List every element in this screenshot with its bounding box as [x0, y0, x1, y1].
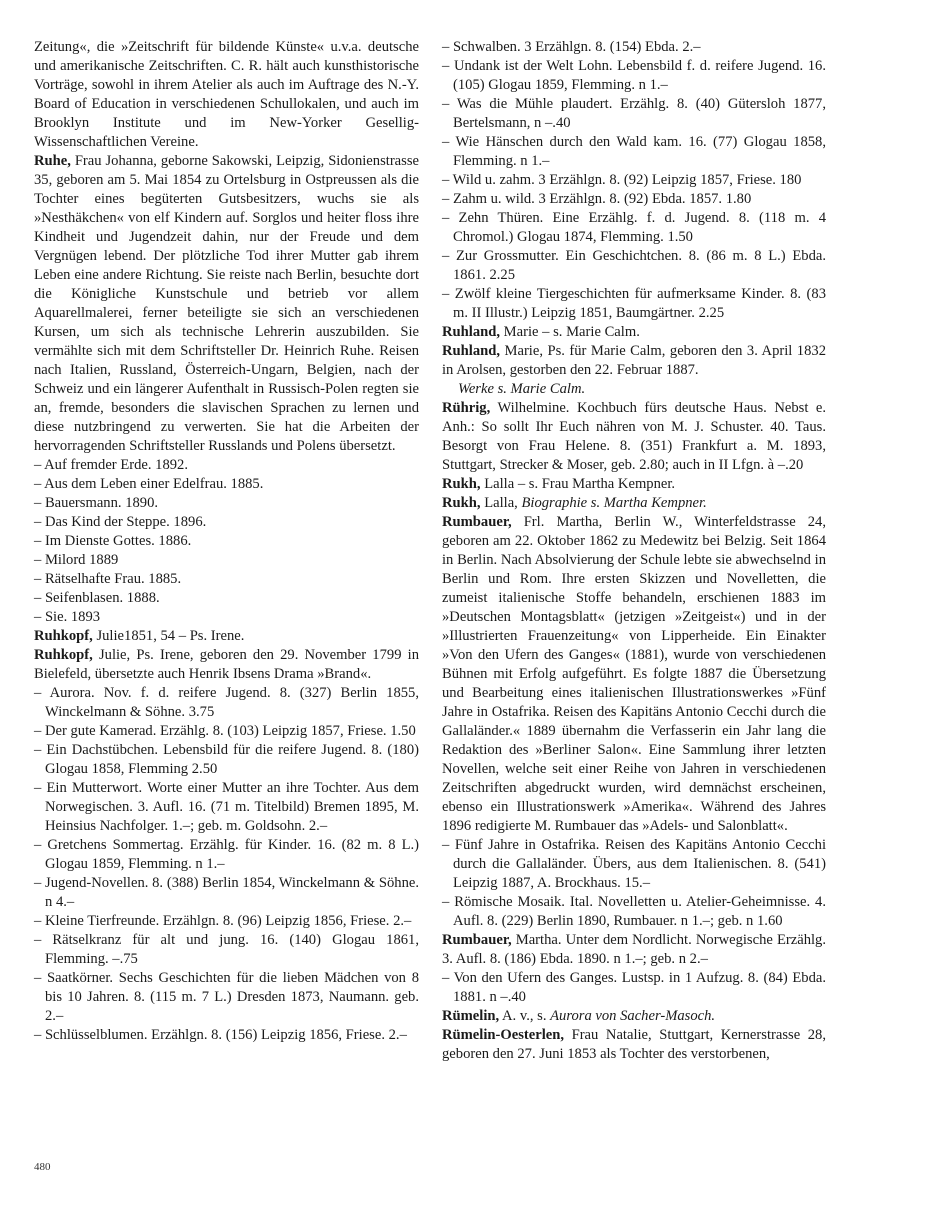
work-list-item: [442, 969, 826, 1007]
entry-paragraph: [442, 399, 826, 475]
entry-paragraph: [442, 931, 826, 969]
entry-text: – Zehn Thüren. Eine Erzählg. f. d. Jugend. 8. (118 m. 4 Chromol.) Glogau 1874, Flemming. 1.50: [442, 210, 826, 245]
entry-text: – Ein Dachstübchen. Lebensbild für die reifere Jugend. 8. (180) Glogau 1858, Flemming 2.50: [34, 742, 419, 777]
entry-text: – Rätselkranz für alt und jung. 16. (140) Glogau 1861, Flemming. –.75: [34, 932, 419, 967]
entry-paragraph: [442, 1026, 826, 1064]
entry-paragraph: [442, 323, 826, 342]
work-list-item: [34, 513, 419, 532]
entry-head: Rührig,: [442, 400, 491, 416]
entry-head: Ruhkopf,: [34, 628, 93, 644]
entry-head: Rümelin,: [442, 1008, 500, 1024]
entry-paragraph: [442, 513, 826, 836]
work-list-item: [34, 608, 419, 627]
entry-text: – Aus dem Leben einer Edelfrau. 1885.: [34, 476, 264, 492]
work-list-item: [34, 570, 419, 589]
work-list-item: [442, 836, 826, 893]
entry-text: – Der gute Kamerad. Erzählg. 8. (103) Leipzig 1857, Friese. 1.50: [34, 723, 416, 739]
entry-text: – Bauersmann. 1890.: [34, 495, 159, 511]
work-list-item: [34, 779, 419, 836]
entry-head: Rumbauer,: [442, 932, 512, 948]
work-list-item: [34, 1026, 419, 1045]
entry-text: – Wild u. zahm. 3 Erzählgn. 8. (92) Leipzig 1857, Friese. 180: [442, 172, 802, 188]
work-list-item: [34, 741, 419, 779]
entry-paragraph: [442, 1007, 826, 1026]
entry-text: – Zwölf kleine Tiergeschichten für aufmerksame Kinder. 8. (83 m. II Illustr.) Leipzig 1851, Baumgärtner. 2.25: [442, 286, 826, 321]
entry-head: Rukh,: [442, 476, 481, 492]
work-list-item: [34, 722, 419, 741]
work-list-item: [442, 57, 826, 95]
entry-head: Ruhland,: [442, 343, 501, 359]
work-list-item: [34, 475, 419, 494]
entry-text: Marie – s. Marie Calm.: [500, 324, 640, 340]
work-list-item: [34, 551, 419, 570]
work-list-item: [442, 95, 826, 133]
entry-text: – Von den Ufern des Ganges. Lustsp. in 1 Aufzug. 8. (84) Ebda. 1881. n –.40: [442, 970, 826, 1005]
entry-text: Lalla – s. Frau Martha Kempner.: [480, 476, 676, 492]
work-list-item: [34, 684, 419, 722]
entry-text: – Seifenblasen. 1888.: [34, 590, 160, 606]
entry-text: – Im Dienste Gottes. 1886.: [34, 533, 192, 549]
entry-text: – Kleine Tierfreunde. Erzählgn. 8. (96) Leipzig 1856, Friese. 2.–: [34, 913, 412, 929]
entry-text: – Milord 1889: [34, 552, 119, 568]
work-list-item: [442, 893, 826, 931]
work-list-item: [34, 931, 419, 969]
entry-head: Rukh,: [442, 495, 481, 511]
entry-text: Julie, Ps. Irene, geboren den 29. November 1799 in Bielefeld, übersetzte auch Henrik Ibsens Drama »Brand«.: [34, 647, 419, 682]
work-list-item: [34, 969, 419, 1026]
entry-text: – Gretchens Sommertag. Erzählg. für Kinder. 16. (82 m. 8 L.) Glogau 1859, Flemming. n 1.–: [34, 837, 419, 872]
entry-text: Frau Johanna, geborne Sakowski, Leipzig, Sidonienstrasse 35, geboren am 5. Mai 1854 zu Ortelsburg in Ostpreussen als die Tochter eines begüterten Gutsbesitzers, wuchs sie als »Nesthäkchen« von elf Kindern auf. Sorglos und heiter floss ihre Kindheit und Jugendzeit dahin, nur der Freude und dem Vergnügen lebend. Der plötzliche Tod ihrer Mutter gab ihrem Leben eine andere Richtung. Sie reiste nach Berlin, besuchte dort die Königliche Kunstschule und betrieb vor allem Aquarellmalerei, ferner beteiligte sie sich an verschiedenen Kursen, um sich als technische Lehrerin auszubilden. Sie vermählte sich mit dem Schriftsteller Dr. Heinrich Ruhe. Reisen nach Italien, Russland, Österreich-Ungarn, Belgien, nach der Schweiz und ein längerer Aufenthalt in Russisch-Polen regten sie an, fremde, besonders die slavischen Sprachen zu lernen und diese nutzbringend zu verwerten. Sie hat die Arbeiten der hervorragenden Schriftsteller Russlands und Polens übersetzt.: [34, 153, 419, 454]
entry-italic: Aurora von Sacher-Masoch.: [550, 1008, 716, 1024]
work-list-item: [34, 912, 419, 931]
work-list-item: [34, 456, 419, 475]
entry-head: Rümelin-Oesterlen,: [442, 1027, 564, 1043]
entry-paragraph: [442, 494, 826, 513]
entry-paragraph: [442, 475, 826, 494]
entry-paragraph: [442, 342, 826, 380]
page-number: 480: [34, 1161, 51, 1173]
entry-head: Ruhe,: [34, 153, 71, 169]
entry-text: Marie, Ps. für Marie Calm, geboren den 3. April 1832 in Arolsen, gestorben den 22. Februar 1887.: [442, 343, 826, 378]
entry-text: – Zur Grossmutter. Ein Geschichtchen. 8. (86 m. 8 L.) Ebda. 1861. 2.25: [442, 248, 826, 283]
entry-italic: Biographie s. Martha Kempner.: [521, 495, 707, 511]
entry-text: – Zahm u. wild. 3 Erzählgn. 8. (92) Ebda. 1857. 1.80: [442, 191, 752, 207]
work-list-item: [34, 874, 419, 912]
work-list-item: [442, 38, 826, 57]
entry-text: – Saatkörner. Sechs Geschichten für die lieben Mädchen von 8 bis 10 Jahren. 8. (115 m. 7 L.) Dresden 1873, Naumann. geb. 2.–: [34, 970, 419, 1024]
entry-text: – Rätselhafte Frau. 1885.: [34, 571, 182, 587]
entry-text: Zeitung«, die »Zeitschrift für bildende Künste« u.v.a. deutsche und amerikanische Zeitschriften. C. R. hält auch kunsthistorische Vorträge, sowohl in ihrem Atelier als auch im Auftrage des N.-Y. Board of Education in verschiedenen Schullokalen, und auch im Brooklyn Institute und im New-Yorker Gesellig-Wissenschaftlichen Vereine.: [34, 39, 419, 150]
entry-text: Frl. Martha, Berlin W., Winterfeldstrasse 24, geboren am 22. Oktober 1862 zu Medewitz bei Belzig. Seit 1864 in Berlin. Nach Absolvierung der Schule lebte sie abwechselnd in Berlin und Rom. Ihre ersten Skizzen und Novelletten, die zumeist italienische Stoffe behandeln, erschienen 1883 im »Deutschen Montagsblatt« (jetzigen »Zeitgeist«) und in der »Illustrierten Frauenzeitung« von Lipperheide. Ein Einakter »Von den Ufern des Ganges« (1881), wurde von verschiedenen Bühnen mit Erfolg aufgeführt. Es folgte 1887 die Übersetzung und Bearbeitung eines italienischen Illustrationswerkes »Fünf Jahre in Ostafrika. Reisen des Kapitäns Antonio Cecchi durch die Gallaländer.« 1889 übernahm die Verfasserin ein Jahr lang die Redaktion des »Berliner Salon«. Eine Sammlung ihrer letzten Novellen, welche seit einer Reihe von Jahren in verschiedenen Zeitschriften abgedruckt wurden, wird demnächst erscheinen, ebenso ein Illustrationswerk »Amerika«. Während des Jahres 1896 redigierte M. Rumbauer das »Adels- und Salonblatt«.: [442, 514, 826, 834]
entry-text: Frau Natalie, Stuttgart, Kernerstrasse 28, geboren den 27. Juni 1853 als Tochter des verstorbenen,: [442, 1027, 826, 1062]
entry-paragraph: [34, 627, 419, 646]
entry-text: – Wie Hänschen durch den Wald kam. 16. (77) Glogau 1858, Flemming. n 1.–: [442, 134, 826, 169]
entry-text: Wilhelmine. Kochbuch fürs deutsche Haus. Nebst e. Anh.: So sollt Ihr Euch nähren von M. J. Schuster. 40. Taus. Besorgt von Frau Helene. 8. (351) Frankfurt a. M. 1893, Stuttgart, Strecker & Moser, geb. 2.80; auch in II Lfgn. à –.20: [442, 400, 826, 473]
work-list-item: [442, 190, 826, 209]
work-list-item: [442, 171, 826, 190]
entry-head: Ruhkopf,: [34, 647, 93, 663]
entry-text: – Was die Mühle plaudert. Erzählg. 8. (40) Gütersloh 1877, Bertelsmann, n –.40: [442, 96, 826, 131]
entry-text: – Ein Mutterwort. Worte einer Mutter an ihre Tochter. Aus dem Norwegischen. 3. Aufl. 16. (71 m. Titelbild) Bremen 1895, M. Heinsius Nachfolger. 1.–; geb. m. Goldsohn. 2.–: [34, 780, 419, 834]
continued-paragraph: [34, 38, 419, 152]
right-column: [442, 38, 826, 1064]
left-column: [34, 38, 419, 1045]
entry-text: – Undank ist der Welt Lohn. Lebensbild f. d. reifere Jugend. 16. (105) Glogau 1859, Flemming. n 1.–: [442, 58, 826, 93]
entry-text: – Jugend-Novellen. 8. (388) Berlin 1854, Winckelmann & Söhne. n 4.–: [34, 875, 419, 910]
cross-reference: [442, 380, 826, 399]
entry-text: – Sie. 1893: [34, 609, 101, 625]
entry-paragraph: [34, 646, 419, 684]
entry-text: – Römische Mosaik. Ital. Novelletten u. Atelier-Geheimnisse. 4. Aufl. 8. (229) Berlin 1890, Rumbauer. n 1.–; geb. n 1.60: [442, 894, 826, 929]
work-list-item: [34, 589, 419, 608]
entry-text: Martha. Unter dem Nordlicht. Norwegische Erzählg. 3. Aufl. 8. (186) Ebda. 1890. n 1.–; geb. n 2.–: [442, 932, 826, 967]
entry-text: – Fünf Jahre in Ostafrika. Reisen des Kapitäns Antonio Cecchi durch die Gallaländer. Übers, aus dem Italienischen. 8. (541) Leipzig 1887, A. Brockhaus. 15.–: [442, 837, 826, 891]
work-list-item: [34, 836, 419, 874]
entry-text: – Aurora. Nov. f. d. reifere Jugend. 8. (327) Berlin 1855, Winckelmann & Söhne. 3.75: [34, 685, 419, 720]
work-list-item: [34, 494, 419, 513]
entry-text: A. v., s.: [499, 1008, 551, 1024]
work-list-item: [442, 133, 826, 171]
entry-text: – Auf fremder Erde. 1892.: [34, 457, 188, 473]
entry-text: – Schwalben. 3 Erzählgn. 8. (154) Ebda. 2.–: [442, 39, 701, 55]
entry-head: Rumbauer,: [442, 514, 512, 530]
entry-head: Ruhland,: [442, 324, 501, 340]
entry-paragraph: [34, 152, 419, 456]
work-list-item: [442, 247, 826, 285]
entry-text: – Das Kind der Steppe. 1896.: [34, 514, 207, 530]
entry-italic: Werke s. Marie Calm.: [458, 381, 586, 397]
work-list-item: [442, 209, 826, 247]
work-list-item: [442, 285, 826, 323]
entry-text: Lalla,: [480, 495, 522, 511]
entry-text: Julie1851, 54 – Ps. Irene.: [92, 628, 245, 644]
work-list-item: [34, 532, 419, 551]
entry-text: – Schlüsselblumen. Erzählgn. 8. (156) Leipzig 1856, Friese. 2.–: [34, 1027, 407, 1043]
